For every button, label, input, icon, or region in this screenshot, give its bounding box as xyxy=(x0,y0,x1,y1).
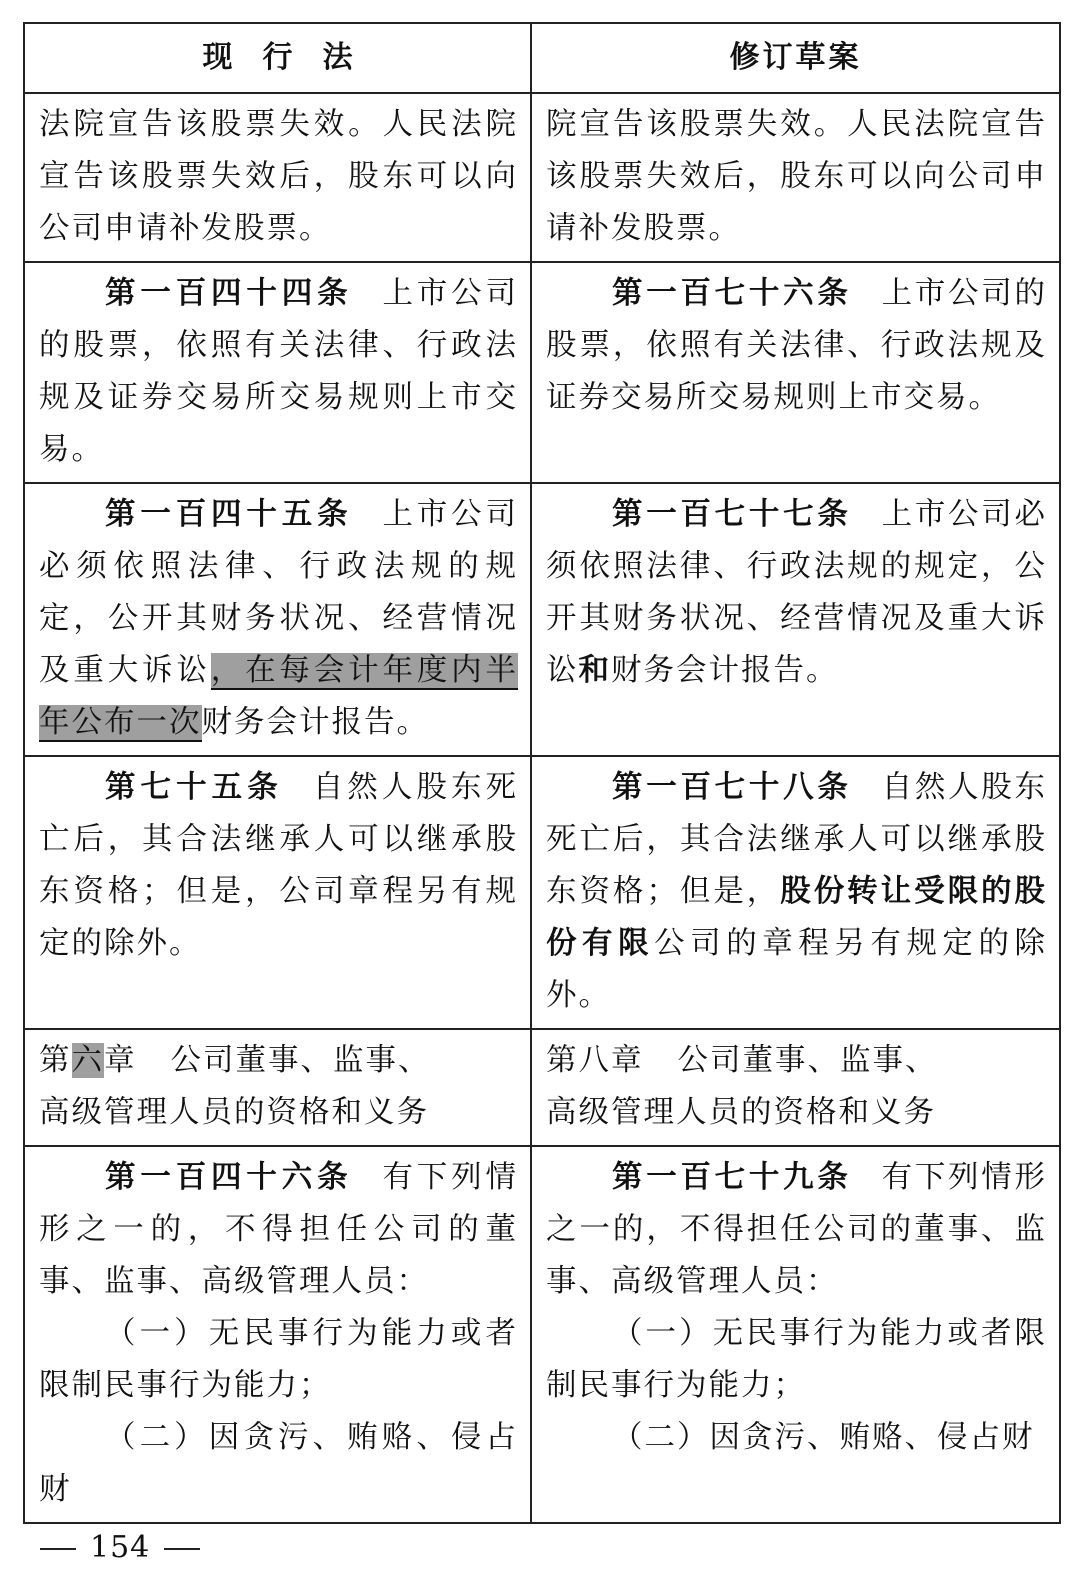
cell-text: 院宣告该股票失效。人民法院宣告该股票失效后，股东可以向公司申请补发股票。 xyxy=(546,107,1047,246)
table-row xyxy=(24,93,1060,262)
chapter-title-line2: 高级管理人员的资格和义务 xyxy=(546,1095,936,1130)
cell-text: 上市公司必须依照法律、行政法规的规定，公开其财务状况、经营情况及重大诉讼 xyxy=(39,497,519,688)
article-number: 第一百七十八条 xyxy=(612,770,852,805)
chapter-title-line2: 高级管理人员的资格和义务 xyxy=(39,1095,429,1130)
page-number: 154 xyxy=(90,1530,151,1565)
chapter-number: 第六章 xyxy=(39,1043,137,1078)
current-law-cell xyxy=(24,756,531,1029)
table-row xyxy=(24,483,1060,756)
article-number: 第一百七十七条 xyxy=(612,497,852,532)
cell-text: 有下列情形之一的，不得担任公司的董事、监事、高级管理人员： xyxy=(546,1160,1048,1299)
cell-text: 法院宣告该股票失效。人民法院宣告该股票失效后，股东可以向公司申请补发股票。 xyxy=(39,107,518,246)
article-number: 第一百四十六条 xyxy=(105,1160,353,1195)
footer-dash-right xyxy=(164,1548,200,1550)
header-revision-draft: 修订草案 xyxy=(531,23,1060,93)
added-text-bold: 股份转让受限的股份有限 xyxy=(546,874,1047,961)
list-item: （一）无民事行为能力或者限制民事行为能力； xyxy=(39,1316,518,1403)
table-row xyxy=(24,262,1060,483)
chapter-title-line1: 公司董事、监事、 xyxy=(677,1043,938,1078)
cell-text: 财务会计报告。 xyxy=(611,653,839,688)
cell-text: 上市公司必须依照法律、行政法规的规定，公开其财务状况、经营情况及重大诉讼 xyxy=(546,497,1048,688)
list-item: （二）因贪污、贿赂、侵占财 xyxy=(39,1420,518,1507)
page-footer xyxy=(26,1530,214,1565)
article-number: 第七十五条 xyxy=(105,770,283,805)
header-current-law: 现行法 xyxy=(24,23,531,93)
deleted-text-highlight: ，在每会计年度内半年公布一次 xyxy=(39,653,519,740)
article-number: 第一百七十九条 xyxy=(612,1160,852,1195)
current-law-cell xyxy=(24,1146,531,1523)
article-number: 第一百四十五条 xyxy=(105,497,353,532)
current-law-chapter-heading xyxy=(24,1029,531,1146)
cell-text: 财务会计报告。 xyxy=(201,705,429,740)
cell-text: 上市公司的股票，依照有关法律、行政法规及证券交易所交易规则上市交易。 xyxy=(39,276,519,467)
current-law-cell xyxy=(24,483,531,756)
chapter-title-line1: 公司董事、监事、 xyxy=(170,1043,431,1078)
revision-draft-cell xyxy=(531,93,1060,262)
chapter-number: 第八章 xyxy=(546,1043,644,1078)
footer-dash-left xyxy=(40,1548,76,1550)
revision-draft-cell xyxy=(531,1146,1060,1523)
comparison-table xyxy=(23,22,1061,1524)
table-row xyxy=(24,756,1060,1029)
revision-draft-cell xyxy=(531,262,1060,483)
cell-text: 上市公司的股票，依照有关法律、行政法规及证券交易所交易规则上市交易。 xyxy=(546,276,1048,415)
changed-char-highlight: 六 xyxy=(71,1043,104,1078)
current-law-cell xyxy=(24,262,531,483)
article-number: 第一百七十六条 xyxy=(612,276,852,311)
chapter-row xyxy=(24,1029,1060,1146)
table-row xyxy=(24,1146,1060,1523)
table-header-row xyxy=(24,23,1060,93)
list-item: （一）无民事行为能力或者限制民事行为能力； xyxy=(546,1316,1047,1403)
revision-draft-chapter-heading xyxy=(531,1029,1060,1146)
added-text-bold: 和 xyxy=(578,653,611,688)
cell-text: 自然人股东死亡后，其合法继承人可以继承股东资格；但是， xyxy=(546,770,1048,909)
revision-draft-cell xyxy=(531,483,1060,756)
list-item: （二）因贪污、贿赂、侵占财 xyxy=(612,1420,1035,1455)
article-number: 第一百四十四条 xyxy=(105,276,353,311)
current-law-cell xyxy=(24,93,531,262)
cell-text: 有下列情形之一的，不得担任公司的董事、监事、高级管理人员： xyxy=(39,1160,519,1299)
cell-text: 自然人股东死亡后，其合法继承人可以继承股东资格；但是，公司章程另有规定的除外。 xyxy=(39,770,518,961)
revision-draft-cell xyxy=(531,756,1060,1029)
cell-text: 公司的章程另有规定的除外。 xyxy=(546,926,1048,1013)
